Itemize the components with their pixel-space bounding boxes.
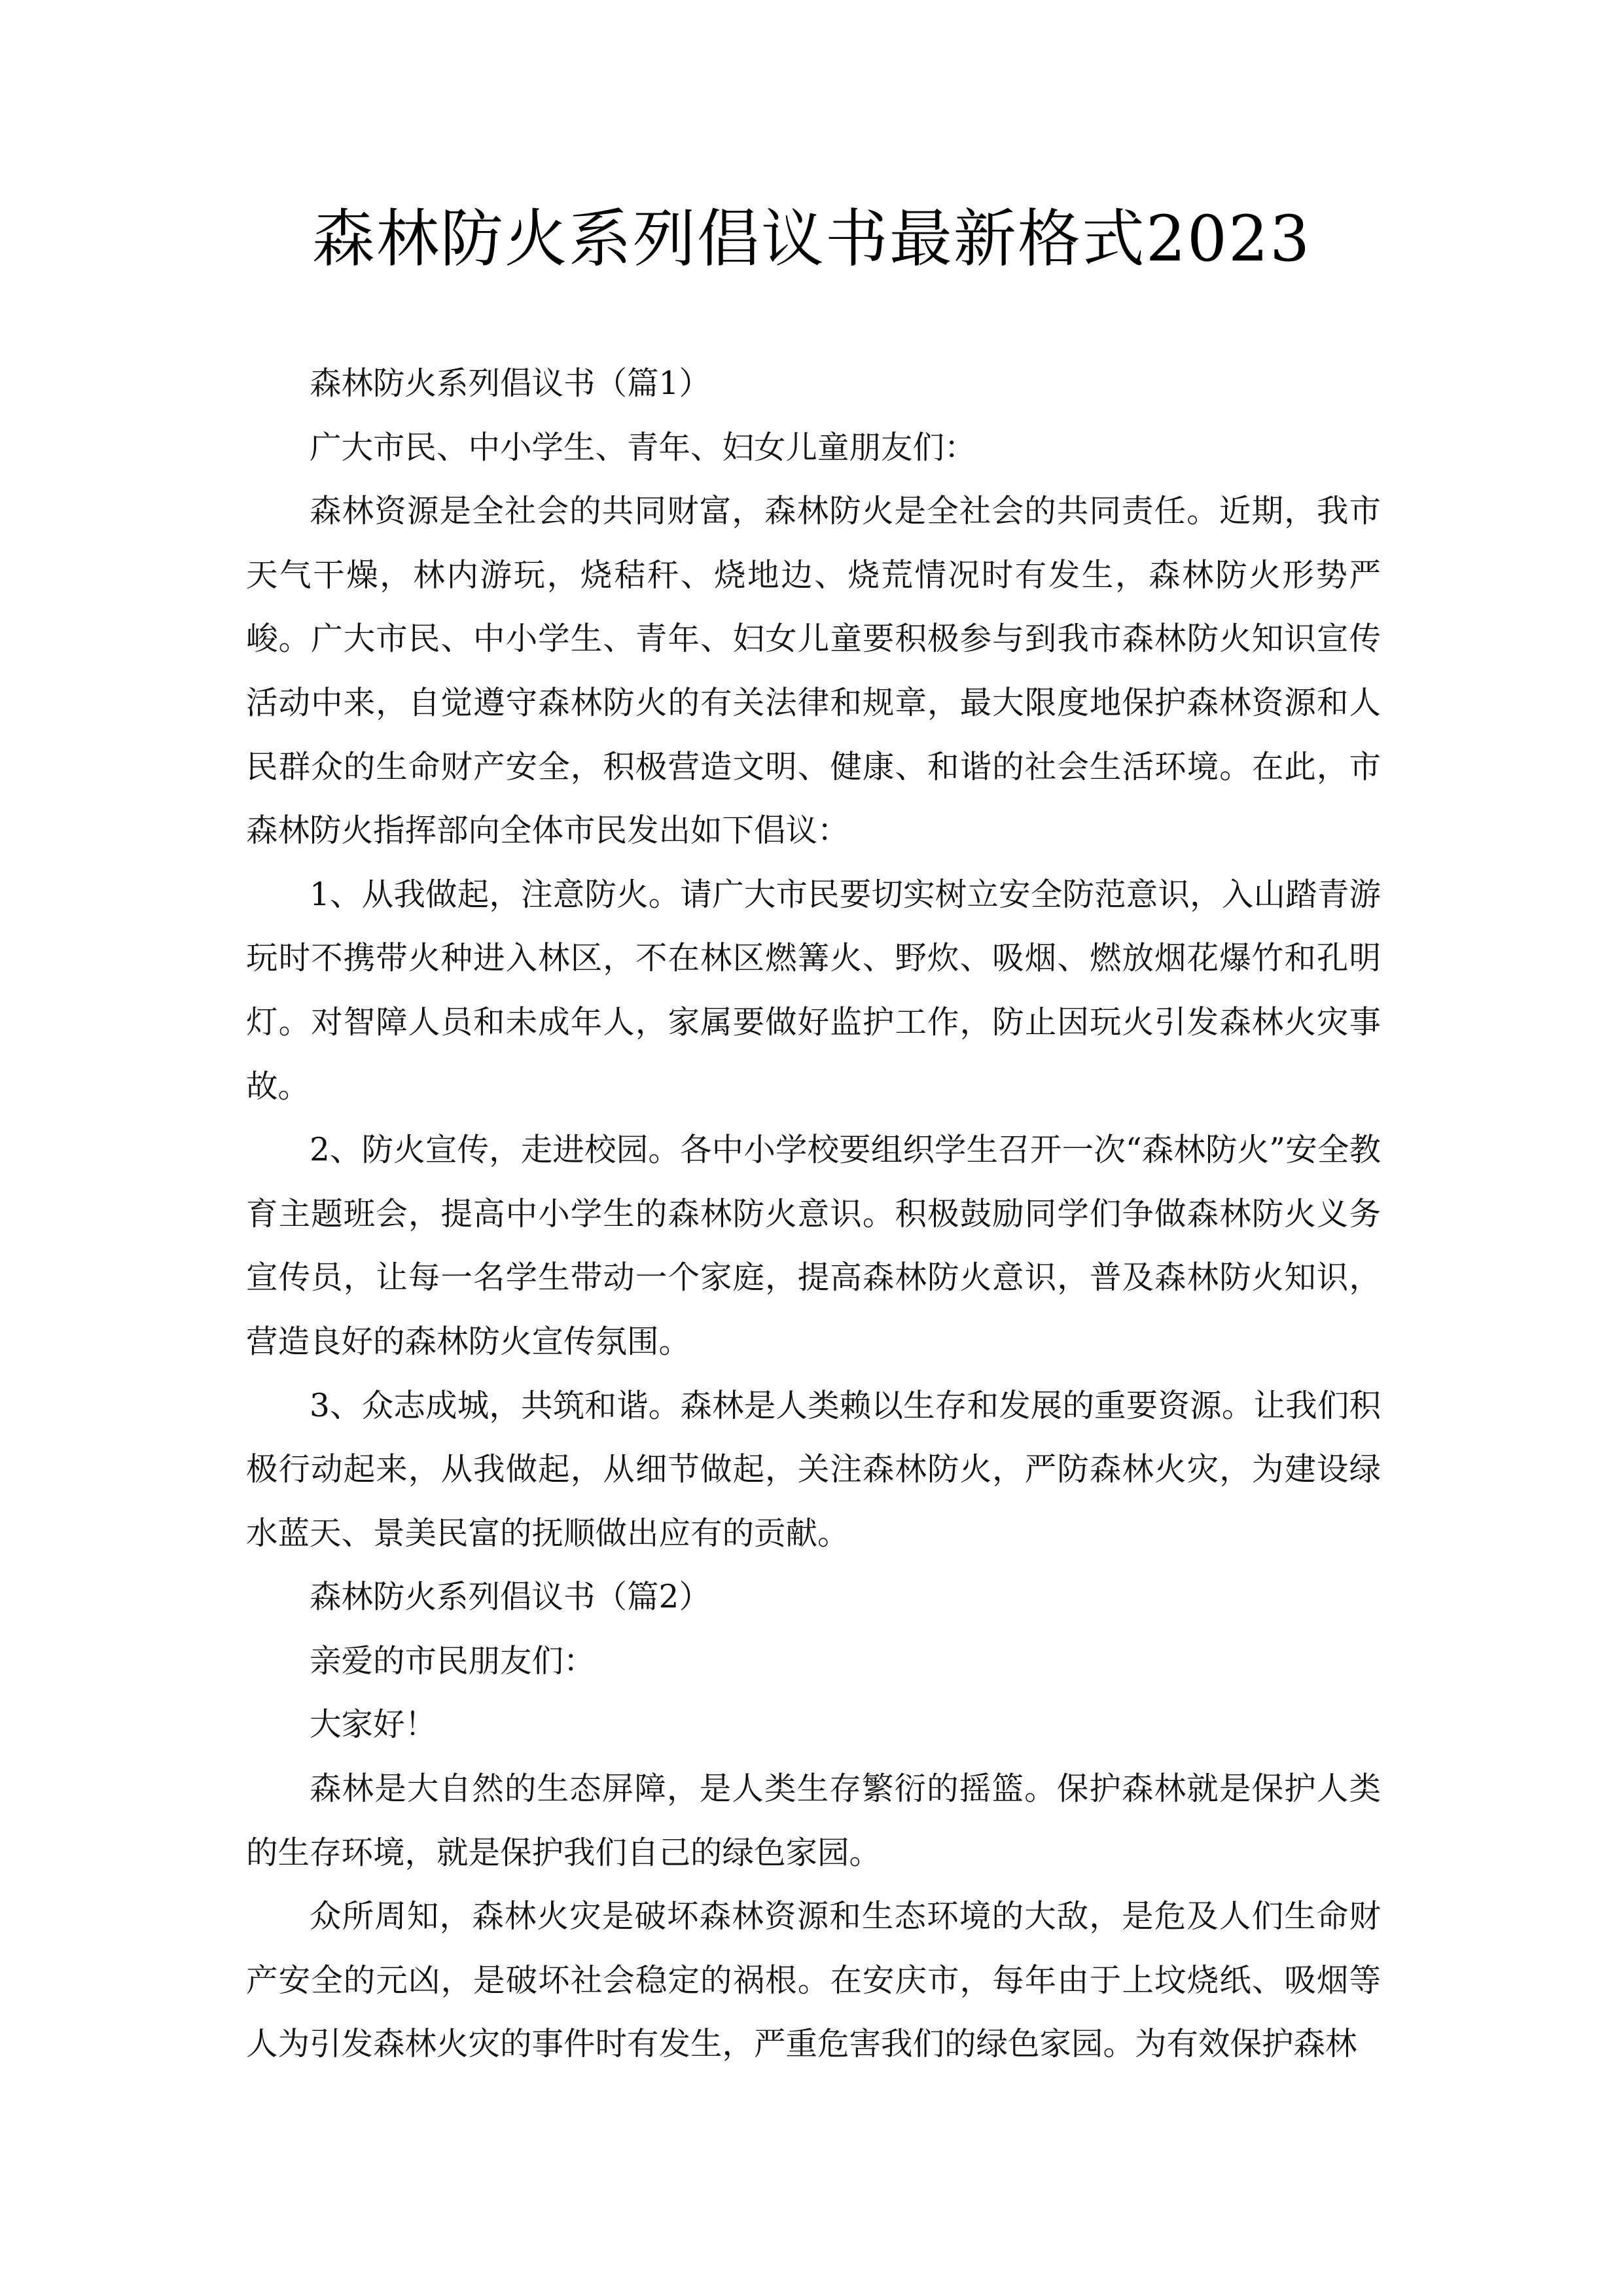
document-body (246, 352, 1381, 2077)
salutation-paragraph-2: 亲爱的市民朋友们： (310, 1642, 596, 1679)
section-heading-part-2: 森林防火系列倡议书（篇2） (310, 1579, 711, 1616)
body-paragraph: 众所周知，森林火灾是破坏森林资源和生态环境的大敌，是危及人们生命财产安全的元凶，是破坏社会稳定的祸根。在安庆市，每年由于上坟烧纸、吸烟等人为引发森林火灾的事件时有发生，严重危害我们的绿色家园。为有效保护森林 (246, 1898, 1381, 2063)
salutation-paragraph: 广大市民、中小学生、青年、妇女儿童朋友们： (310, 429, 976, 466)
body-paragraph: 森林是大自然的生态屏障，是人类生存繁衍的摇篮。保护森林就是保护人类的生存环境，就是保护我们自己的绿色家园。 (246, 1770, 1381, 1871)
proposal-item-2: 2、防火宣传，走进校园。各中小学校要组织学生召开一次“森林防火”安全教育主题班会，提高中小学生的森林防火意识。积极鼓励同学们争做森林防火义务宣传员，让每一名学生带动一个家庭，提高森林防火意识，普及森林防火知识，营造良好的森林防火宣传氛围。 (246, 1132, 1381, 1360)
document-title: 森林防火系列倡议书最新格式2023 (312, 202, 1311, 276)
proposal-item-1: 1、从我做起，注意防火。请广大市民要切实树立安全防范意识，入山踏青游玩时不携带火种进入林区，不在林区燃篝火、野炊、吸烟、燃放烟花爆竹和孔明灯。对智障人员和未成年人，家属要做好监护工作，防止因玩火引发森林火灾事故。 (246, 876, 1381, 1105)
section-heading-part-1: 森林防火系列倡议书（篇1） (310, 365, 711, 402)
intro-paragraph: 森林资源是全社会的共同财富，森林防火是全社会的共同责任。近期，我市天气干燥，林内游玩，烧秸秆、烧地边、烧荒情况时有发生，森林防火形势严峻。广大市民、中小学生、青年、妇女儿童要积极参与到我市森林防火知识宣传活动中来，自觉遵守森林防火的有关法律和规章，最大限度地保护森林资源和人民群众的生命财产安全，积极营造文明、健康、和谐的社会生活环境。在此，市森林防火指挥部向全体市民发出如下倡议： (246, 493, 1381, 850)
greeting-paragraph: 大家好！ (310, 1706, 437, 1744)
proposal-item-3: 3、众志成城，共筑和谐。森林是人类赖以生存和发展的重要资源。让我们积极行动起来，从我做起，从细节做起，关注森林防火，严防森林火灾，为建设绿水蓝天、景美民富的抚顺做出应有的贡献。 (246, 1387, 1381, 1552)
